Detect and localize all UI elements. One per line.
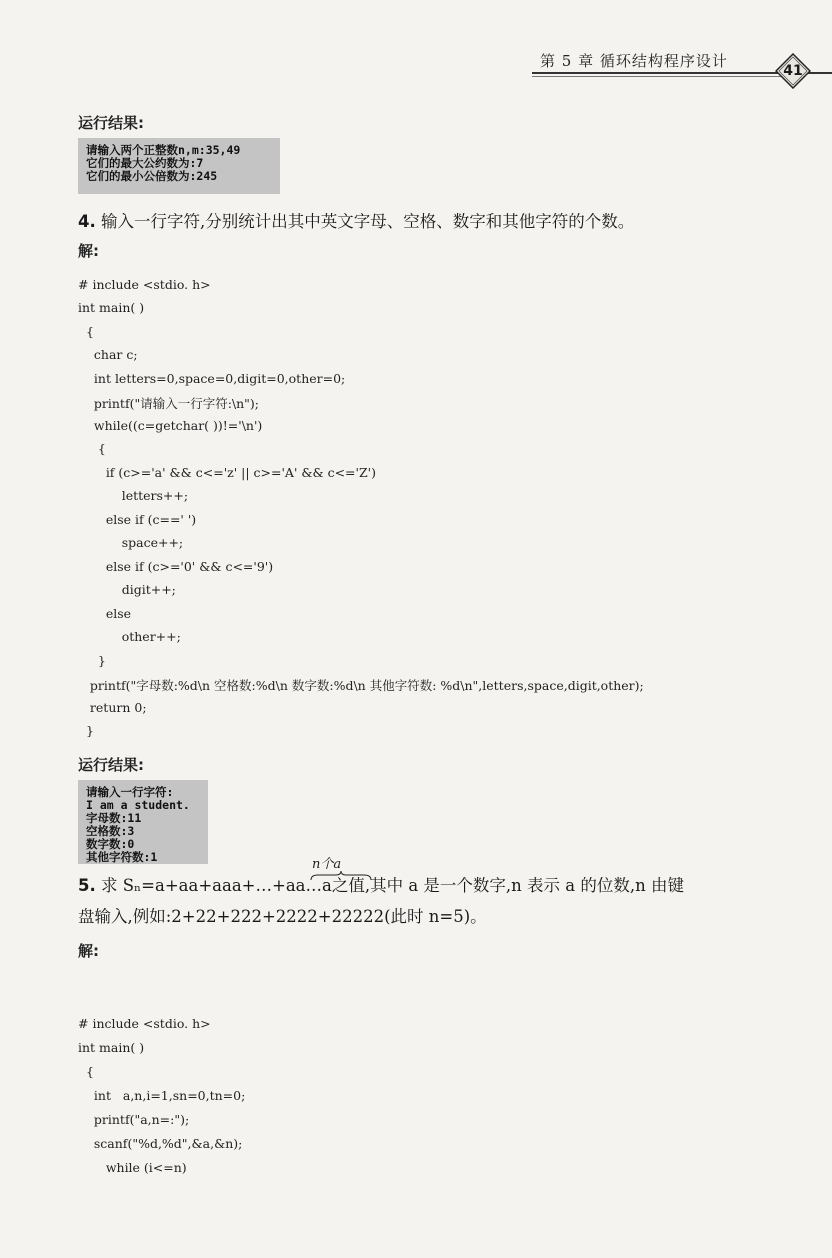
code-line: else if (c>='0' && c<='9') — [78, 559, 274, 574]
code-line: scanf("%d,%d",&a,&n); — [78, 1136, 243, 1151]
solution-label: 解: — [78, 242, 99, 260]
console-output — [78, 780, 208, 864]
solution-label: 解: — [78, 942, 99, 960]
result-label: 运行结果: — [78, 114, 144, 132]
header-rule — [532, 72, 782, 74]
problem-text: 输入一行字符,分别统计出其中英文字母、空格、数字和其他字符的个数。 — [101, 212, 635, 231]
console-line: 字母数:11 — [86, 811, 142, 825]
code-line: { — [78, 324, 94, 339]
result-label: 运行结果: — [78, 756, 144, 774]
console-line: 它们的最大公约数为:7 — [86, 156, 204, 170]
page-number: 41 — [783, 63, 803, 79]
console-line: 请输入两个正整数n,m:35,49 — [86, 143, 241, 157]
code-line: while((c=getchar( ))!='\n') — [78, 418, 263, 433]
code-line: printf("请输入一行字符:\n"); — [78, 396, 260, 411]
problem-text: 求 Sₙ=a+aa+aaa+…+aa…a之值,其中 a 是一个数字,n 表示 a 的位数,n 由键 — [101, 876, 684, 895]
problem-number: 4. — [78, 212, 96, 231]
code-line: { — [78, 1064, 94, 1079]
code-line: int main( ) — [78, 300, 145, 315]
problem-statement — [78, 872, 778, 900]
code-line: int main( ) — [78, 1040, 145, 1055]
code-line: int letters=0,space=0,digit=0,other=0; — [78, 371, 346, 386]
problem-statement-cont — [78, 903, 778, 931]
console-line: 空格数:3 — [86, 824, 135, 838]
code-line: # include <stdio. h> — [78, 277, 211, 292]
code-line: printf("字母数:%d\n 空格数:%d\n 数字数:%d\n 其他字符数: %d\n",letters,space,digit,other); — [78, 678, 644, 693]
overbrace-label: n个a — [312, 857, 342, 872]
code-line: { — [78, 441, 106, 456]
problem-text: 盘输入,例如:2+22+222+2222+22222(此时 n=5)。 — [78, 907, 487, 926]
problem-statement — [78, 208, 778, 236]
code-line: space++; — [78, 535, 184, 550]
problem-number: 5. — [78, 876, 96, 895]
console-line: 其他字符数:1 — [86, 850, 158, 864]
code-line: # include <stdio. h> — [78, 1016, 211, 1031]
console-line: 数字数:0 — [86, 837, 135, 851]
code-line: digit++; — [78, 582, 176, 597]
code-line: letters++; — [78, 488, 189, 503]
code-line: int a,n,i=1,sn=0,tn=0; — [78, 1088, 246, 1103]
code-line: char c; — [78, 347, 138, 362]
code-line: return 0; — [78, 700, 147, 715]
console-line: 它们的最小公倍数为:245 — [86, 169, 218, 183]
code-line: while (i<=n) — [78, 1160, 187, 1175]
console-line: I am a student. — [86, 798, 190, 812]
code-line: printf("a,n=:"); — [78, 1112, 190, 1127]
chapter-header: 第 5 章 循环结构程序设计 — [540, 52, 728, 70]
code-line: else — [78, 606, 132, 621]
code-line: if (c>='a' && c<='z' || c>='A' && c<='Z') — [78, 465, 376, 480]
header-rule-thin — [532, 76, 782, 77]
code-line: } — [78, 723, 94, 738]
code-line: } — [78, 653, 106, 668]
code-line: else if (c==' ') — [78, 512, 197, 527]
console-output — [78, 138, 280, 194]
code-line: other++; — [78, 629, 181, 644]
console-line: 请输入一行字符: — [86, 785, 174, 799]
